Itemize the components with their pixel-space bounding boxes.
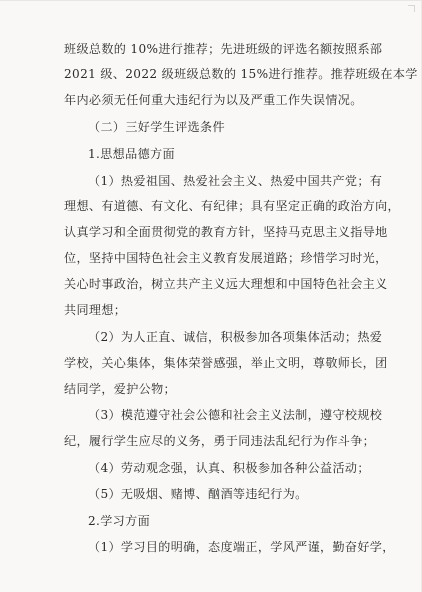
text-line: 位，坚持中国特色社会主义教育发展道路；珍惜学习时光， xyxy=(64,251,388,265)
page-corner-mark xyxy=(408,5,415,12)
text-line: 认真学习和全面贯彻党的教育方针，坚持马克思主义指导地 xyxy=(64,225,388,239)
text-line: 2021 级、2022 级班级总数的 15%进行推荐。推荐班级在本学 xyxy=(64,67,418,81)
text-line: （1）学习目的明确，态度端正，学风严谨，勤奋好学， xyxy=(88,540,395,554)
text-line: 共同理想； xyxy=(64,303,127,317)
text-line: （5）无吸烟、赌博、酗酒等违纪行为。 xyxy=(88,487,308,501)
subsection-heading: 2.学习方面 xyxy=(88,514,151,528)
text-line: （3）模范遵守社会公德和社会主义法制，遵守校规校 xyxy=(88,408,383,422)
text-line: 结同学，爱护公物； xyxy=(64,382,176,396)
text-line: 班级总数的 10%进行推荐；先进班级的评选名额按照系部 xyxy=(64,42,383,56)
text-line: （2）为人正直、诚信，积极参加各项集体活动；热爱 xyxy=(88,330,383,344)
text-line: 纪，履行学生应尽的义务，勇于同违法乱纪行为作斗争； xyxy=(64,434,376,448)
text-line: 理想、有道德、有文化、有纪律；具有坚定正确的政治方向， xyxy=(64,199,400,213)
text-line: 年内必须无任何重大违纪行为以及严重工作失误情况。 xyxy=(64,93,363,107)
section-heading: （二）三好学生评选条件 xyxy=(88,120,225,134)
text-line: （1）热爱祖国、热爱社会主义、热爱中国共产党；有 xyxy=(88,174,383,188)
text-line: 学校，关心集体，集体荣誉感强，举止文明，尊敬师长，团 xyxy=(64,356,388,370)
text-line: 关心时事政治，树立共产主义远大理想和中国特色社会主义 xyxy=(64,277,388,291)
subsection-heading: 1.思想品德方面 xyxy=(88,147,175,161)
text-line: （4）劳动观念强，认真、积极参加各种公益活动； xyxy=(88,461,370,475)
